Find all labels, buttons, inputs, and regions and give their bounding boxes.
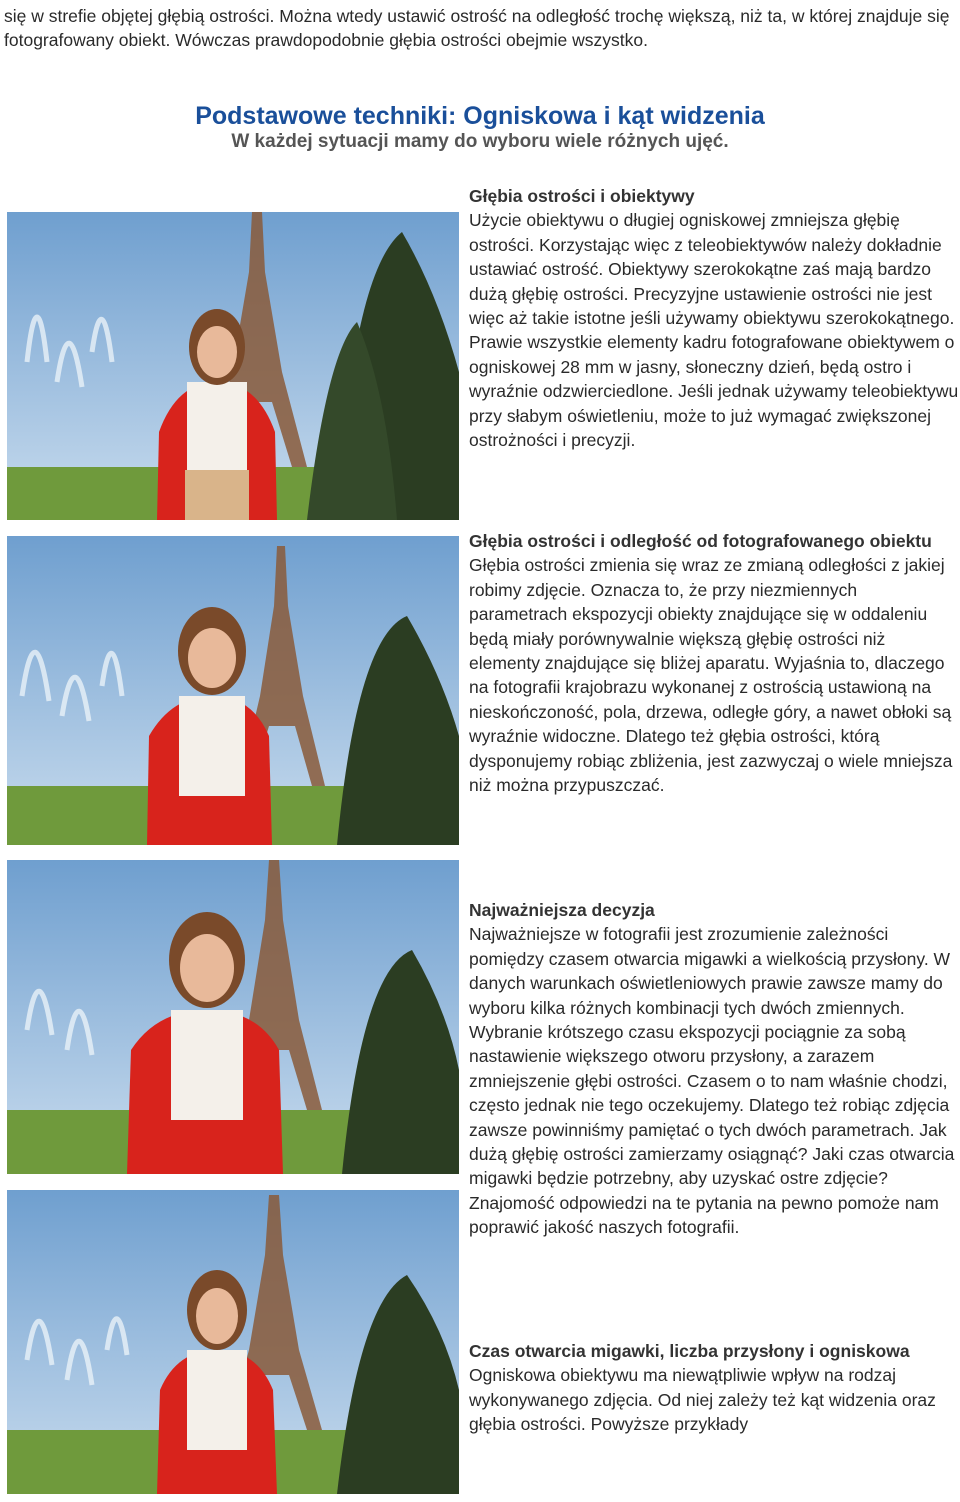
section-body: Głębia ostrości zmienia się wraz ze zmianą odległości z jakiej robimy zdjęcie. Oznacza to, że przy niezmiennych parametrach ekspozycji obiekty znajdujące się w oddaleniu będą miały porównywalnie większą głębię ostrości niż elementy znajdujące się bliżej aparatu. Wyjaśnia to, dlaczego na fotografii krajobrazu wykonanej z ostrością ustawioną na nieskończoność, pola, drzewa, odległe góry, a nawet obłoki są wyraźnie widoczne. Dlatego też głębia ostrości, którą dysponujemy robiąc zbliżenia, jest zazwyczaj o wiele mniejsza niż można przypuszczać. — [469, 555, 953, 796]
photo-illustration — [7, 212, 459, 520]
section-depth-of-field-distance — [469, 529, 959, 797]
section-body: Najważniejsze w fotografii jest zrozumienie zależności pomiędzy czasem otwarcia migawki a wielkością przysłony. W danych warunkach oświetleniowych prawie zawsze mamy do wyboru kilka różnych kombinacji tych dwóch zmiennych. Wybranie krótszego czasu ekspozycji pociągnie za sobą nastawienie większego otworu przysłony, a zarazem zmniejszenie głębi ostrości. Czasem o to nam właśnie chodzi, często jednak nie tego oczekujemy. Dlatego też robiąc zdjęcia zawsze powinniśmy pamiętać o tych dwóch parametrach. Jak dużą głębię ostrości zamierzamy osiągnąć? Jaki czas otwarcia migawki będzie potrzebny, aby uzyskać ostre zdjęcie? Znajomość odpowiedzi na te pytania na pewno pomoże nam poprawić jakość naszych fotografii. — [469, 924, 955, 1238]
intro-paragraph: się w strefie objętej głębią ostrości. Można wtedy ustawić ostrość na odległość trochę większą, niż ta, w której znajduje się fotografowany obiekt. Wówczas prawdopodobnie głębia ostrości obejmie wszystko. — [4, 6, 950, 50]
section-most-important-decision — [469, 898, 959, 1240]
section-heading: Czas otwarcia migawki, liczba przysłony i ogniskowa — [469, 1341, 910, 1361]
section-heading: Najważniejsza decyzja — [469, 900, 655, 920]
photo-eiffel-woman-1 — [7, 212, 459, 520]
photo-eiffel-woman-3 — [7, 860, 459, 1174]
section-body: Użycie obiektywu o długiej ogniskowej zmniejsza głębię ostrości. Korzystając więc z teleobiektywów należy dokładnie ustawiać ostrość. Obiektywy szerokokątne zaś mają bardzo dużą głębię ostrości. Precyzyjne ustawienie ostrości nie jest więc aż takie istotne jeśli używamy obiektywu szerokokątnego. Prawie wszystkie elementy kadru fotografowane obiektywem o ogniskowej 28 mm w jasny, słoneczny dzień, będą ostro i wyraźnie odzwierciedlone. Jeśli jednak używamy teleobiektywu przy słabym oświetleniu, może to już wymagać zwiększonej ostrożności i precyzji. — [469, 210, 959, 451]
section-body: Ogniskowa obiektywu ma niewątpliwie wpływ na rodzaj wykonywanego zdjęcia. Od niej zależy też kąt widzenia oraz głębia ostrości. Powyższe przykłady — [469, 1365, 936, 1435]
section-heading: Głębia ostrości i odległość od fotografowanego obiektu — [469, 531, 932, 551]
photo-illustration — [7, 1190, 459, 1494]
page-title: Podstawowe techniki: Ogniskowa i kąt widzenia — [195, 102, 765, 130]
section-depth-of-field-lenses — [469, 184, 959, 452]
photo-eiffel-woman-4 — [7, 1190, 459, 1494]
photo-illustration — [7, 536, 459, 845]
page-subtitle: W każdej sytuacji mamy do wyboru wiele różnych ujęć. — [231, 131, 729, 152]
photo-eiffel-woman-2 — [7, 536, 459, 845]
section-shutter-aperture-focal — [469, 1339, 959, 1437]
photo-illustration — [7, 860, 459, 1174]
section-heading: Głębia ostrości i obiektywy — [469, 186, 695, 206]
